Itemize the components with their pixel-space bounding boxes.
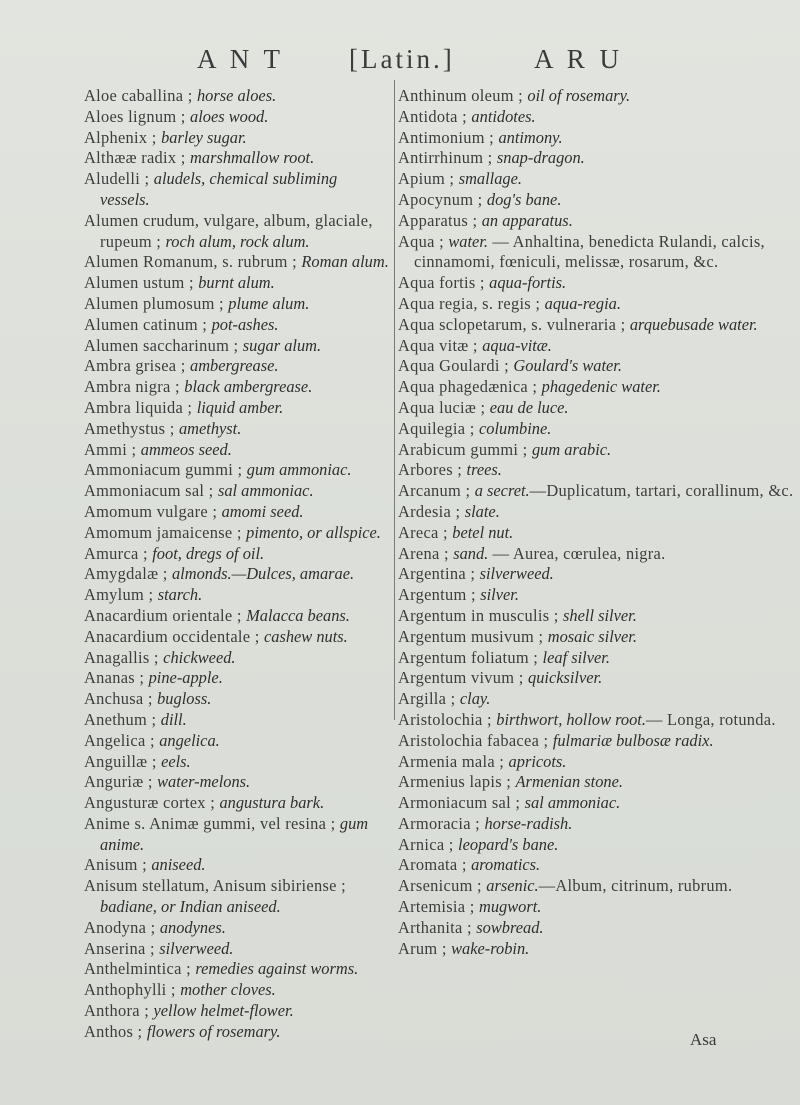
entry-definition: arquebusade water. <box>629 314 758 334</box>
dictionary-entry <box>84 86 389 107</box>
entry-definition: angustura bark. <box>219 793 325 813</box>
dictionary-entry <box>84 294 389 315</box>
entry-definition: Goulard's water. <box>513 356 622 376</box>
entry-definition: antidotes. <box>471 106 536 126</box>
header-center: [Latin.] <box>349 44 455 74</box>
entry-term: Ananas ; <box>84 668 149 688</box>
entry-definition: aloes wood. <box>190 106 269 126</box>
entry-definition: oil of rosemary. <box>527 86 631 105</box>
dictionary-entry <box>398 627 800 648</box>
entry-term: Alumen Romanum, s. rubrum ; <box>84 252 302 272</box>
entry-definition: aromatics. <box>471 855 541 875</box>
entry-definition: amomi seed. <box>221 501 304 521</box>
entry-definition: cashew nuts. <box>263 626 348 646</box>
entry-term: Aloes lignum ; <box>84 106 191 126</box>
dictionary-entry <box>84 460 389 481</box>
entry-term: Aristolochia fabacea ; <box>398 730 553 750</box>
entry-extra: —Duplicatum, tartari, corallinum, &c. <box>529 481 794 501</box>
entry-definition: Armenian stone. <box>515 772 623 792</box>
dictionary-entry <box>84 252 389 273</box>
entry-term: Amethystus ; <box>84 418 179 438</box>
entry-definition: water. <box>448 231 488 251</box>
entry-definition: remedies against worms. <box>195 959 359 979</box>
column-divider <box>394 80 395 720</box>
entry-term: Amomum vulgare ; <box>84 501 222 521</box>
entry-definition: a secret. <box>474 481 530 501</box>
dictionary-entry <box>84 336 389 357</box>
dictionary-entry <box>398 336 800 357</box>
entry-definition: mosaic silver. <box>547 626 637 646</box>
dictionary-entry <box>84 544 389 565</box>
entry-term: Alumen catinum ; <box>84 314 212 334</box>
entry-definition: amethyst. <box>178 418 242 438</box>
dictionary-entry <box>398 689 800 710</box>
dictionary-entry <box>398 668 800 689</box>
entry-term: Aqua ; <box>398 231 449 251</box>
dictionary-entry <box>398 419 800 440</box>
entry-definition: barley sugar. <box>161 127 247 147</box>
dictionary-entry <box>84 356 389 377</box>
entry-term: Ambra nigra ; <box>84 377 185 397</box>
entry-definition: black ambergrease. <box>184 377 313 397</box>
dictionary-entry <box>398 731 800 752</box>
entry-definition: aqua-regia. <box>544 293 621 313</box>
entry-term: Anthos ; <box>84 1021 147 1041</box>
entry-term: Alumen saccharinum ; <box>84 335 243 355</box>
entry-definition: marshmallow root. <box>190 148 315 168</box>
entry-term: Aloe caballina ; <box>84 86 197 105</box>
entry-definition: bugloss. <box>157 689 212 709</box>
entry-definition: wake-robin. <box>451 938 530 958</box>
dictionary-entry <box>398 460 800 481</box>
entry-definition: foot, dregs of oil. <box>152 543 265 563</box>
entry-definition: Roman alum. <box>301 252 389 272</box>
dictionary-entry <box>398 752 800 773</box>
entry-term: Anacardium occidentale ; <box>84 626 264 646</box>
entry-definition: shell silver. <box>563 605 637 625</box>
entry-term: Ammoniacum gummi ; <box>84 460 247 480</box>
entry-definition: almonds.—Dulces, amarae. <box>171 564 355 584</box>
entry-term: Anchusa ; <box>84 689 158 709</box>
entry-definition: aqua-fortis. <box>489 273 567 293</box>
entry-definition: eels. <box>161 751 191 771</box>
dictionary-entry <box>84 128 389 149</box>
entry-definition: columbine. <box>478 418 552 438</box>
entry-definition: apricots. <box>508 751 567 771</box>
entry-definition: clay. <box>459 689 491 709</box>
dictionary-entry <box>398 585 800 606</box>
entry-definition: sal ammoniac. <box>217 481 314 501</box>
dictionary-entry <box>398 128 800 149</box>
dictionary-entry <box>84 377 389 398</box>
dictionary-entry <box>398 814 800 835</box>
entry-term: Arnica ; <box>398 834 459 854</box>
dictionary-entry <box>84 959 389 980</box>
entry-definition: pine-apple. <box>148 668 223 688</box>
dictionary-entry <box>398 918 800 939</box>
dictionary-entry <box>398 398 800 419</box>
entry-term: Anodyna ; <box>84 917 160 937</box>
entry-definition: gum anime. <box>100 813 369 854</box>
entry-definition: roch alum, rock alum. <box>165 231 310 251</box>
entry-term: Argentum in musculis ; <box>398 605 564 625</box>
entry-term: Aqua vitæ ; <box>398 335 483 355</box>
entry-term: Argentum ; <box>398 585 481 605</box>
entry-definition: silverweed. <box>159 938 234 958</box>
entry-definition: leaf silver. <box>542 647 610 667</box>
dictionary-entry <box>84 169 389 211</box>
entry-term: Althææ radix ; <box>84 148 191 168</box>
entry-term: Amylum ; <box>84 585 158 605</box>
dictionary-entry <box>398 939 800 960</box>
entry-term: Apocynum ; <box>398 189 487 209</box>
dictionary-entry <box>84 481 389 502</box>
dictionary-entry <box>84 1001 389 1022</box>
dictionary-entry <box>398 772 800 793</box>
entry-term: Anime s. Animæ gummi, vel resina ; <box>84 813 340 833</box>
entry-term: Anthinum oleum ; <box>398 86 528 105</box>
entry-term: Alphenix ; <box>84 127 162 147</box>
entry-term: Armenia mala ; <box>398 751 509 771</box>
dictionary-entry <box>398 86 800 107</box>
dictionary-entry <box>398 315 800 336</box>
entry-term: Arbores ; <box>398 460 467 480</box>
entry-term: Ardesia ; <box>398 501 465 521</box>
entry-definition: antimony. <box>498 127 563 147</box>
dictionary-entry <box>84 606 389 627</box>
dictionary-entry <box>84 273 389 294</box>
entry-definition: chickweed. <box>163 647 236 667</box>
dictionary-entry <box>398 502 800 523</box>
entry-definition: dog's bane. <box>486 189 562 209</box>
entry-definition: quicksilver. <box>528 668 603 688</box>
dictionary-entry <box>84 710 389 731</box>
entry-definition: fulmariæ bulbosæ radix. <box>552 730 714 750</box>
dictionary-entry <box>398 273 800 294</box>
entry-term: Amomum jamaicense ; <box>84 522 247 542</box>
entry-extra: — Longa, rotunda. <box>645 709 776 729</box>
entry-term: Aqua Goulardi ; <box>398 356 514 376</box>
entry-definition: plume alum. <box>228 293 310 313</box>
entry-definition: sand. <box>453 543 489 563</box>
entry-definition: mugwort. <box>478 897 542 917</box>
entry-term: Armoracia ; <box>398 813 485 833</box>
entry-extra: — Aurea, cœrulea, nigra. <box>488 543 666 563</box>
entry-term: Argentum musivum ; <box>398 626 548 646</box>
entry-definition: betel nut. <box>452 522 514 542</box>
dictionary-entry <box>398 356 800 377</box>
entry-definition: burnt alum. <box>198 273 275 293</box>
entry-term: Arthanita ; <box>398 917 477 937</box>
entry-term: Arsenicum ; <box>398 876 487 896</box>
entry-definition: water-melons. <box>157 772 251 792</box>
entry-definition: angelica. <box>159 730 220 750</box>
dictionary-entry <box>398 211 800 232</box>
entry-term: Angelica ; <box>84 730 160 750</box>
entry-definition: silverweed. <box>479 564 554 584</box>
dictionary-entry <box>398 190 800 211</box>
entry-definition: ambergrease. <box>190 356 279 376</box>
entry-term: Antimonium ; <box>398 127 499 147</box>
entry-term: Arcanum ; <box>398 481 475 501</box>
dictionary-entry <box>84 980 389 1001</box>
entry-definition: flowers of rosemary. <box>146 1021 281 1041</box>
entry-term: Aqua phagedænica ; <box>398 377 542 397</box>
dictionary-entry <box>84 814 389 856</box>
entry-term: Anguillæ ; <box>84 751 162 771</box>
entry-definition: aqua-vitæ. <box>482 335 552 355</box>
entry-definition: Malacca beans. <box>246 605 350 625</box>
entry-term: Artemisia ; <box>398 897 479 917</box>
entry-term: Ambra liquida ; <box>84 397 197 417</box>
entry-definition: horse aloes. <box>196 86 277 105</box>
entry-definition: smallage. <box>458 169 522 189</box>
entry-term: Argentina ; <box>398 564 480 584</box>
entry-term: Ambra grisea ; <box>84 356 190 376</box>
dictionary-entry <box>398 232 800 274</box>
entry-definition: horse-radish. <box>484 813 573 833</box>
entry-definition: silver. <box>480 585 519 605</box>
entry-definition: starch. <box>157 585 203 605</box>
entry-term: Amurca ; <box>84 543 153 563</box>
entry-definition: gum arabic. <box>531 439 612 459</box>
dictionary-entry <box>84 648 389 669</box>
entry-term: Aqua regia, s. regis ; <box>398 293 545 313</box>
entry-definition: sugar alum. <box>242 335 322 355</box>
dictionary-entry <box>84 689 389 710</box>
dictionary-entry <box>84 107 389 128</box>
dictionary-entry <box>84 440 389 461</box>
entry-definition: snap-dragon. <box>496 148 585 168</box>
dictionary-entry <box>84 419 389 440</box>
dictionary-entry <box>398 107 800 128</box>
entry-term: Aqua luciæ ; <box>398 397 490 417</box>
entry-term: Aristolochia ; <box>398 709 497 729</box>
entry-definition: arsenic. <box>486 876 539 896</box>
dictionary-entry <box>84 752 389 773</box>
entry-term: Areca ; <box>398 522 453 542</box>
entry-definition: sowbread. <box>476 917 544 937</box>
entry-term: Argentum foliatum ; <box>398 647 543 667</box>
entry-definition: ammeos seed. <box>140 439 232 459</box>
right-column <box>398 86 800 959</box>
entry-term: Alumen crudum, vulgare, album, glaciale, rupeum ; <box>84 210 373 251</box>
dictionary-entry <box>84 502 389 523</box>
entry-definition: an apparatus. <box>481 210 573 230</box>
entry-term: Aqua sclopetarum, s. vulneraria ; <box>398 314 630 334</box>
dictionary-entry <box>84 668 389 689</box>
entry-term: Anguriæ ; <box>84 772 158 792</box>
dictionary-entry <box>398 440 800 461</box>
entry-term: Anisum stellatum, Anisum sibiriense ; <box>84 876 346 896</box>
entry-term: Apparatus ; <box>398 210 482 230</box>
dictionary-entry <box>398 897 800 918</box>
dictionary-entry <box>84 315 389 336</box>
dictionary-entry <box>84 627 389 648</box>
running-header <box>0 44 800 84</box>
entry-term: Aqua fortis ; <box>398 273 490 293</box>
entry-definition: sal ammoniac. <box>524 793 621 813</box>
dictionary-entry <box>398 544 800 565</box>
entry-term: Arena ; <box>398 543 454 563</box>
entry-term: Amygdalæ ; <box>84 564 172 584</box>
dictionary-entry <box>398 169 800 190</box>
entry-definition: dill. <box>160 709 187 729</box>
entry-term: Arum ; <box>398 938 452 958</box>
entry-term: Arabicum gummi ; <box>398 439 532 459</box>
entry-definition: slate. <box>464 501 500 521</box>
entry-term: Anacardium orientale ; <box>84 605 247 625</box>
entry-definition: gum ammoniac. <box>246 460 352 480</box>
entry-term: Anthophylli ; <box>84 980 181 1000</box>
dictionary-entry <box>398 481 800 502</box>
entry-definition: aludels, chemical subliming vessels. <box>100 169 338 209</box>
dictionary-entry <box>84 939 389 960</box>
dictionary-entry <box>84 523 389 544</box>
dictionary-entry <box>84 731 389 752</box>
dictionary-entry <box>398 793 800 814</box>
entry-term: Argentum vivum ; <box>398 668 528 688</box>
left-column <box>84 86 389 1043</box>
entry-term: Alumen ustum ; <box>84 273 199 293</box>
entry-definition: anodynes. <box>159 917 226 937</box>
entry-extra: — Anhaltina, benedicta Rulandi, calcis, cinnamomi, fœniculi, melissæ, rosarum, &c. <box>414 231 765 272</box>
entry-definition: badiane, or Indian aniseed. <box>100 897 281 917</box>
dictionary-entry <box>398 294 800 315</box>
entry-term: Armoniacum sal ; <box>398 793 525 813</box>
dictionary-entry <box>84 772 389 793</box>
dictionary-entry <box>398 377 800 398</box>
entry-term: Armenius lapis ; <box>398 772 516 792</box>
entry-term: Argilla ; <box>398 689 460 709</box>
entry-definition: mother cloves. <box>180 980 276 1000</box>
dictionary-entry <box>84 398 389 419</box>
entry-term: Anthelmintica ; <box>84 959 196 979</box>
dictionary-entry <box>398 876 800 897</box>
dictionary-entry <box>84 855 389 876</box>
entry-term: Angusturæ cortex ; <box>84 793 220 813</box>
dictionary-entry <box>398 564 800 585</box>
entry-term: Apium ; <box>398 169 459 189</box>
entry-term: Antirrhinum ; <box>398 148 497 168</box>
entry-term: Anagallis ; <box>84 647 164 667</box>
dictionary-entry <box>84 148 389 169</box>
entry-term: Anthora ; <box>84 1001 154 1021</box>
entry-extra: —Album, citrinum, rubrum. <box>538 876 733 896</box>
entry-definition: trees. <box>466 460 502 480</box>
entry-definition: birthwort, hollow root. <box>496 709 646 729</box>
entry-definition: yellow helmet-flower. <box>153 1001 294 1021</box>
entry-term: Aquilegia ; <box>398 418 479 438</box>
entry-definition: liquid amber. <box>196 397 284 417</box>
entry-term: Alumen plumosum ; <box>84 293 229 313</box>
dictionary-entry <box>84 564 389 585</box>
entry-term: Antidota ; <box>398 106 472 126</box>
dictionary-entry <box>398 835 800 856</box>
entry-term: Aromata ; <box>398 855 472 875</box>
dictionary-entry <box>84 585 389 606</box>
dictionary-entry <box>84 211 389 253</box>
dictionary-entry <box>84 876 389 918</box>
dictionary-entry <box>398 710 800 731</box>
dictionary-entry <box>398 148 800 169</box>
entry-definition: pimento, or allspice. <box>246 522 381 542</box>
header-right: A R U <box>534 44 624 74</box>
dictionary-entry <box>84 1022 389 1043</box>
entry-term: Anisum ; <box>84 855 152 875</box>
catchword: Asa <box>690 1030 717 1049</box>
entry-term: Ammi ; <box>84 439 141 459</box>
entry-term: Aludelli ; <box>84 169 154 189</box>
entry-definition: aniseed. <box>151 855 206 875</box>
dictionary-entry <box>398 606 800 627</box>
dictionary-entry <box>398 855 800 876</box>
dictionary-entry <box>398 523 800 544</box>
entry-term: Anserina ; <box>84 938 160 958</box>
entry-definition: phagedenic water. <box>541 377 661 397</box>
dictionary-entry <box>84 793 389 814</box>
header-left: A N T <box>197 44 285 74</box>
entry-definition: leopard's bane. <box>458 834 559 854</box>
dictionary-entry <box>398 648 800 669</box>
entry-term: Anethum ; <box>84 709 161 729</box>
entry-term: Ammoniacum sal ; <box>84 481 218 501</box>
entry-definition: pot-ashes. <box>211 314 279 334</box>
dictionary-entry <box>84 918 389 939</box>
entry-definition: eau de luce. <box>489 397 569 417</box>
